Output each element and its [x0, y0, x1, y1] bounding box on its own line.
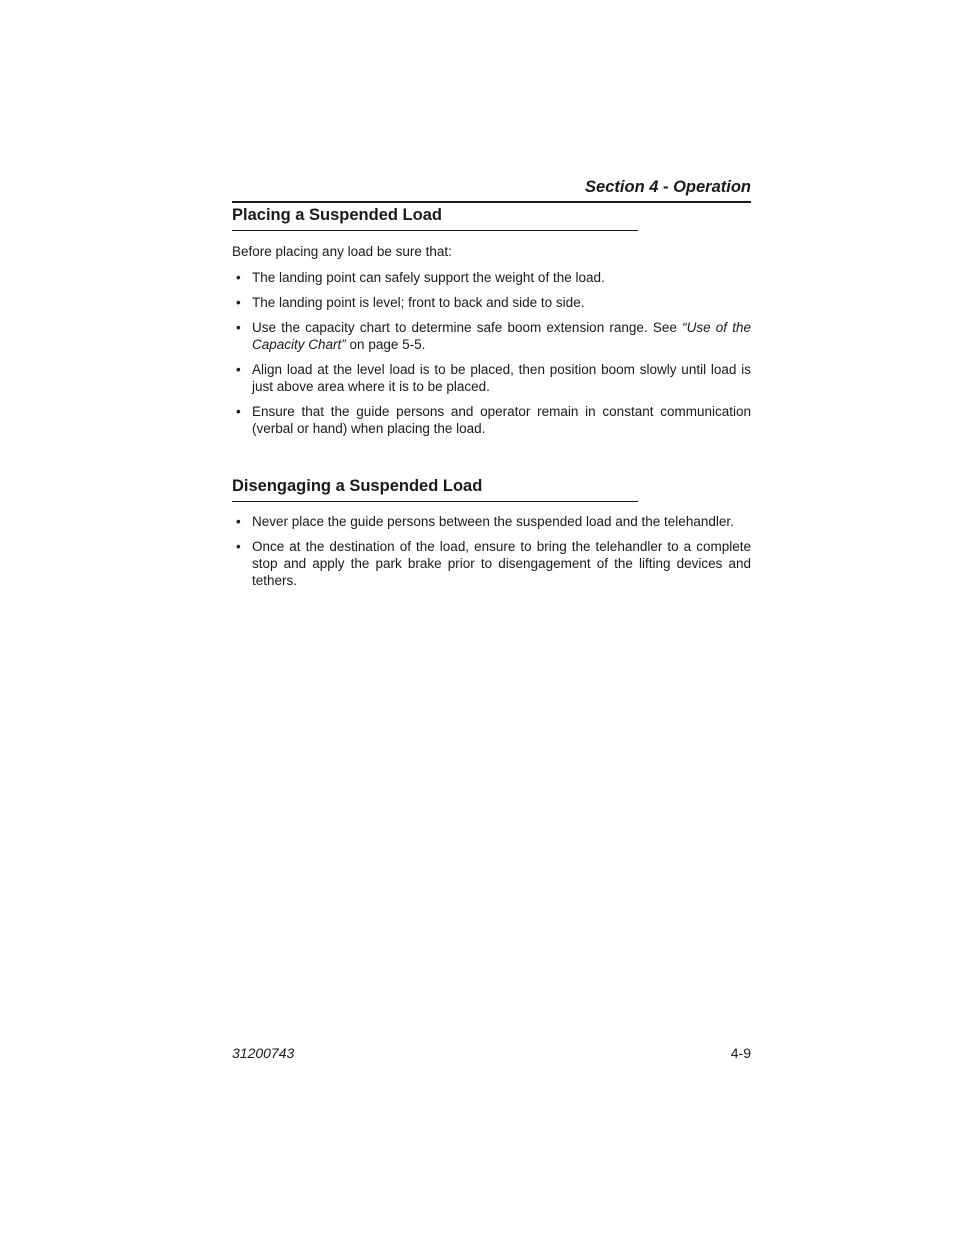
list-item-text: Ensure that the guide persons and operator remain in constant communication (verbal or hand) when placing the load.	[252, 404, 751, 436]
list-item	[232, 361, 751, 395]
list-item	[232, 513, 751, 530]
disengaging-bullet-list	[232, 513, 751, 597]
page-number: 4-9	[730, 1045, 751, 1061]
list-item-text: Use the capacity chart to determine safe boom extension range. See	[252, 320, 683, 335]
bullet-icon: •	[236, 270, 241, 285]
bullet-icon: •	[236, 404, 241, 419]
list-item	[232, 294, 751, 311]
list-item	[232, 538, 751, 589]
bullet-icon: •	[236, 295, 241, 310]
section-header: Section 4 - Operation	[232, 176, 751, 203]
list-item-text: The landing point is level; front to back and side to side.	[252, 295, 585, 310]
placing-bullet-list	[232, 269, 751, 445]
list-item-text: Align load at the level load is to be placed, then position boom slowly until load is just above area where it is to be placed.	[252, 362, 751, 394]
list-item	[232, 319, 751, 353]
list-item	[232, 403, 751, 437]
heading-placing-suspended-load: Placing a Suspended Load	[232, 204, 638, 231]
bullet-icon: •	[236, 539, 241, 554]
list-item-text: Once at the destination of the load, ensure to bring the telehandler to a complete stop and apply the park brake prior to disengagement of the lifting devices and tethers.	[252, 539, 751, 588]
bullet-icon: •	[236, 362, 241, 377]
bullet-icon: •	[236, 320, 241, 335]
cross-reference-link[interactable]: “Use of the Capacity Chart”	[252, 320, 751, 352]
list-item	[232, 269, 751, 286]
placing-intro-text: Before placing any load be sure that:	[232, 244, 452, 259]
list-item-text: Never place the guide persons between the suspended load and the telehandler.	[252, 514, 734, 529]
list-item-text: The landing point can safely support the weight of the load.	[252, 270, 605, 285]
document-number: 31200743	[232, 1045, 295, 1061]
heading-disengaging-suspended-load: Disengaging a Suspended Load	[232, 475, 638, 502]
list-item-text: on page 5-5.	[345, 337, 426, 352]
bullet-icon: •	[236, 514, 241, 529]
